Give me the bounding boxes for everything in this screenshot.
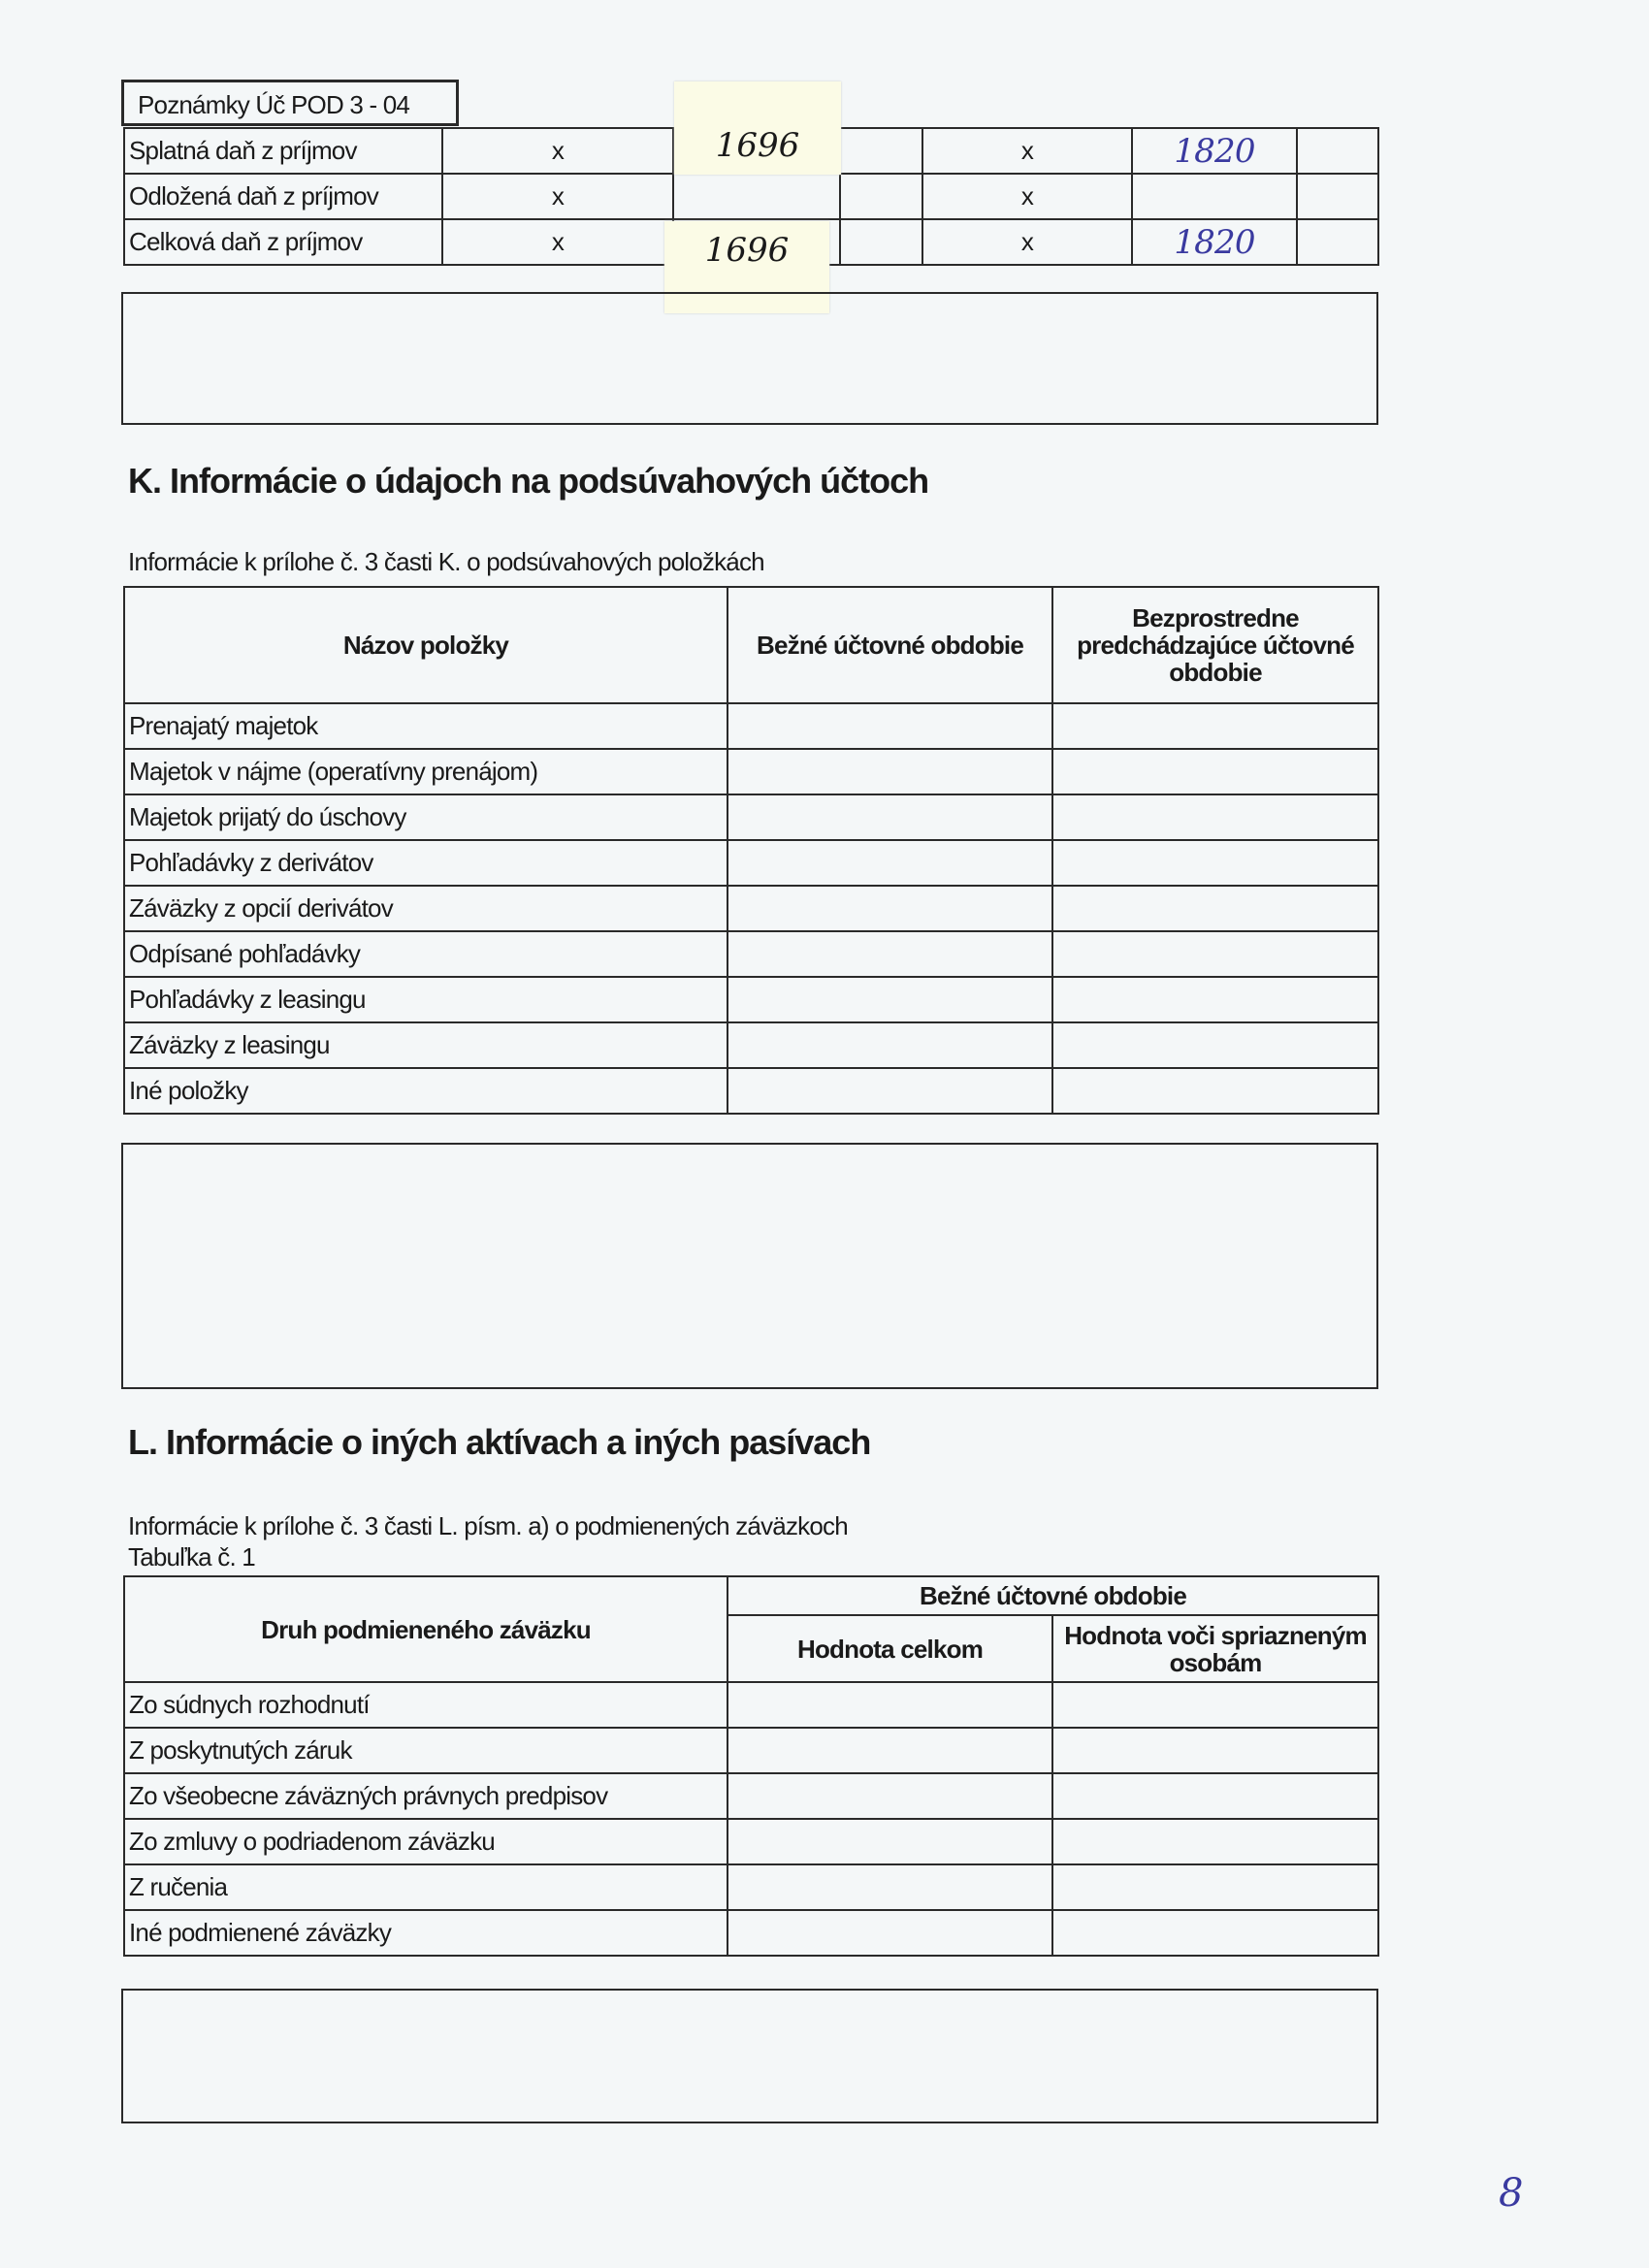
- note-box: [121, 1143, 1378, 1389]
- page-number: 8: [1499, 2171, 1524, 2216]
- item-name: Majetok v nájme (operatívny prenájom): [124, 749, 728, 794]
- value-cell: [1052, 794, 1378, 840]
- value-cell: [728, 977, 1052, 1022]
- table-row: [124, 1068, 1378, 1114]
- item-name: Odpísané pohľadávky: [124, 931, 728, 977]
- item-name: Prenajatý majetok: [124, 703, 728, 749]
- table-row: [124, 174, 1378, 219]
- value-cell: [728, 794, 1052, 840]
- section-k-heading: K. Informácie o údajoch na podsúvahových účtoch: [128, 461, 929, 501]
- item-name: Majetok prijatý do úschovy: [124, 794, 728, 840]
- value-cell: [728, 1728, 1052, 1773]
- cell-c4: x: [922, 128, 1132, 174]
- col-header: Hodnota voči spriazneným osobám: [1052, 1615, 1378, 1682]
- value-cell: [1052, 1910, 1378, 1956]
- col-header: Bezprostredne predchádzajúce účtovné obdobie: [1052, 587, 1378, 703]
- item-name: Zo všeobecne záväzných právnych predpisov: [124, 1773, 728, 1819]
- cell-c6: [1297, 174, 1378, 219]
- table-row: [124, 794, 1378, 840]
- value-cell: [728, 931, 1052, 977]
- value-cell: [1052, 1864, 1378, 1910]
- value-cell: [1052, 1022, 1378, 1068]
- item-name: Zo súdnych rozhodnutí: [124, 1682, 728, 1728]
- value-cell: [728, 1682, 1052, 1728]
- cell-c5: 1820: [1132, 219, 1297, 265]
- section-k-subtitle: Informácie k prílohe č. 3 časti K. o podsúvahových položkách: [128, 547, 764, 576]
- cell-c2: [673, 174, 840, 219]
- item-name: Pohľadávky z leasingu: [124, 977, 728, 1022]
- col-header: Bežné účtovné obdobie: [728, 587, 1052, 703]
- value-cell: [1052, 1068, 1378, 1114]
- value-cell: [1052, 931, 1378, 977]
- value-cell: [1052, 1819, 1378, 1864]
- value-cell: [728, 1910, 1052, 1956]
- value-cell: [1052, 886, 1378, 931]
- item-name: Iné položky: [124, 1068, 728, 1114]
- value-cell: [728, 1773, 1052, 1819]
- table-row: [124, 1022, 1378, 1068]
- item-name: Z ručenia: [124, 1864, 728, 1910]
- value-cell: [728, 1022, 1052, 1068]
- table-label: Tabuľka č. 1: [128, 1542, 255, 1571]
- value-cell: [728, 703, 1052, 749]
- value-cell: [728, 840, 1052, 886]
- table-row: [124, 749, 1378, 794]
- value-cell: [728, 1068, 1052, 1114]
- cell-label: Splatná daň z príjmov: [124, 128, 442, 174]
- item-name: Z poskytnutých záruk: [124, 1728, 728, 1773]
- value-cell: [1052, 977, 1378, 1022]
- cell-c6: [1297, 128, 1378, 174]
- value-cell: [1052, 1773, 1378, 1819]
- sticky-note: 1696: [674, 81, 841, 175]
- value-cell: [728, 886, 1052, 931]
- col-header: Názov položky: [124, 587, 728, 703]
- table-row: [124, 886, 1378, 931]
- value-cell: [1052, 840, 1378, 886]
- note-box: [121, 292, 1378, 425]
- cell-c1: x: [442, 219, 673, 265]
- item-name: Pohľadávky z derivátov: [124, 840, 728, 886]
- section-l-heading: L. Informácie o iných aktívach a iných pasívach: [128, 1422, 871, 1462]
- item-name: Záväzky z leasingu: [124, 1022, 728, 1068]
- note-box: [121, 1989, 1378, 2123]
- cell-c6: [1297, 219, 1378, 265]
- cell-c4: x: [922, 174, 1132, 219]
- cell-c3: [840, 174, 922, 219]
- form-code-badge: Poznámky Úč POD 3 - 04: [121, 80, 459, 126]
- table-row: [124, 977, 1378, 1022]
- col-header: Bežné účtovné obdobie: [728, 1576, 1378, 1615]
- cell-c4: x: [922, 219, 1132, 265]
- cell-c1: x: [442, 174, 673, 219]
- cell-c3: [840, 128, 922, 174]
- table-row: [124, 1728, 1378, 1773]
- value-cell: [1052, 1682, 1378, 1728]
- contingent-liabilities-table: [123, 1575, 1379, 1957]
- value-cell: [1052, 1728, 1378, 1773]
- cell-c5: [1132, 174, 1297, 219]
- value-cell: [1052, 749, 1378, 794]
- table-row: [124, 1682, 1378, 1728]
- value-cell: [1052, 703, 1378, 749]
- table-row: [124, 1773, 1378, 1819]
- value-cell: [728, 749, 1052, 794]
- table-row: [124, 931, 1378, 977]
- cell-label: Odložená daň z príjmov: [124, 174, 442, 219]
- table-row: [124, 1819, 1378, 1864]
- sticky-note: 1696: [664, 221, 829, 313]
- table-row: [124, 840, 1378, 886]
- col-header: Hodnota celkom: [728, 1615, 1052, 1682]
- item-name: Iné podmienené záväzky: [124, 1910, 728, 1956]
- item-name: Záväzky z opcií derivátov: [124, 886, 728, 931]
- cell-label: Celková daň z príjmov: [124, 219, 442, 265]
- table-row: [124, 703, 1378, 749]
- table-row: [124, 1864, 1378, 1910]
- value-cell: [728, 1864, 1052, 1910]
- cell-c1: x: [442, 128, 673, 174]
- section-l-subtitle: Informácie k prílohe č. 3 časti L. písm. a) o podmienených záväzkoch: [128, 1511, 848, 1540]
- cell-c3: [840, 219, 922, 265]
- item-name: Zo zmluvy o podriadenom záväzku: [124, 1819, 728, 1864]
- col-header: Druh podmieneného záväzku: [124, 1576, 728, 1682]
- cell-c5: 1820: [1132, 128, 1297, 174]
- off-balance-table: [123, 586, 1379, 1115]
- value-cell: [728, 1819, 1052, 1864]
- table-row: [124, 1910, 1378, 1956]
